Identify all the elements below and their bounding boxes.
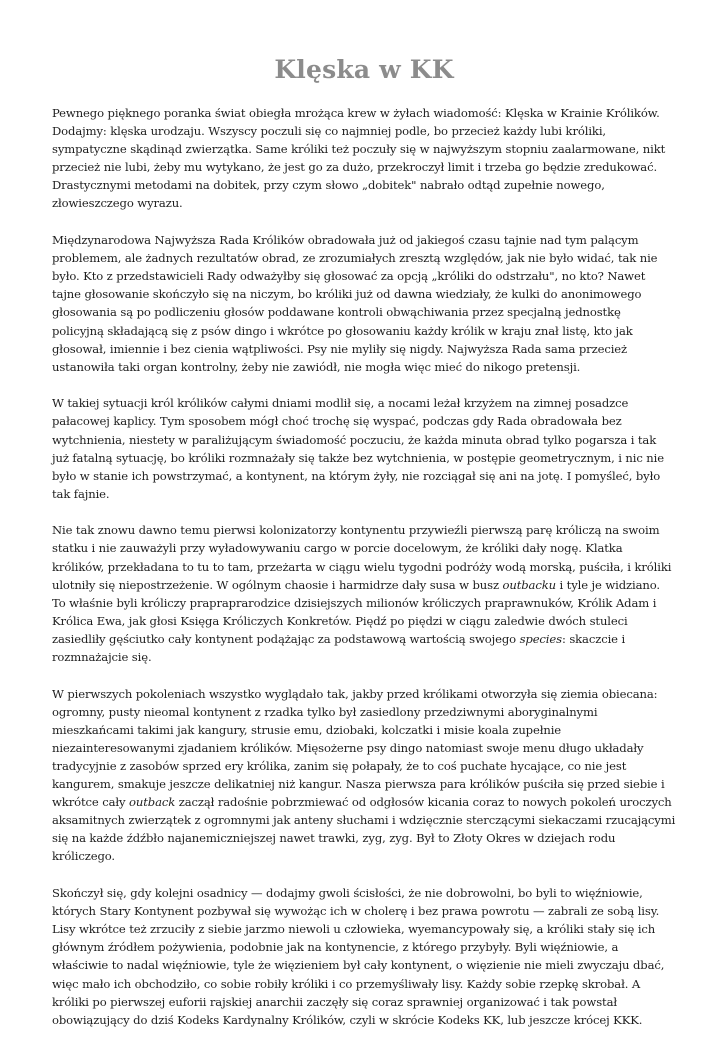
- paragraph-text: zaczął radośnie pobrzmiewać od odgłosów kicania coraz to nowych pokoleń uroczych aksamitnych zwierzątek z ogromnymi jak anteny słuchami i wdzięcznie sterczącymi siekaczami rzucającymi się na każde źdźbło najanemiczniejszej nawet trawki, zyg, zyg. Był to Złoty Okres w dziejach rodu króliczego.: [52, 795, 676, 864]
- italic-text: outback: [129, 795, 176, 810]
- paragraph-text: Nie tak znowu dawno temu pierwsi kolonizatorzy kontynentu przywieźli pierwszą parę króliczą na swoim statku i nie zauważyli przy wyładowywaniu cargo w porcie docelowym, że króliki dały nogę. Klatka królików, przekładana to tu to tam, przeżarta w ciągu wielu tygodni podróży wodą morską, puściła, i króliki ulotniły się niepostrzeżenie. W ogólnym chaosie i harmidrze dały susa w busz: [52, 523, 672, 592]
- paragraph: [52, 104, 676, 213]
- document-body: [52, 104, 676, 1029]
- paragraph: [52, 884, 676, 1029]
- italic-text: outbacku: [502, 577, 556, 592]
- italic-text: species: [519, 631, 562, 646]
- paragraph: [52, 521, 676, 666]
- paragraph-text: Pewnego pięknego poranka świat obiegła mrożąca krew w żyłach wiadomość: Klęska w Krainie Królików. Dodajmy: klęska urodzaju. Wszyscy poczuli się co najmniej podle, bo przecież każdy lubi króliki, sympatyczne skądinąd zwierzątka. Same króliki też poczuły się w najwyższym stopniu zaalarmowane, nikt przecież nie lubi, żeby mu wytykano, że jest go za dużo, przekroczył limit i trzeba go będzie zredukować. Drastycznymi metodami na dobitek, przy czym słowo „dobitek" nabrało odtąd zupełnie nowego, złowieszczego wyrazu.: [52, 106, 666, 211]
- document-page: [52, 54, 676, 1047]
- paragraph-text: W takiej sytuacji król królików całymi dniami modlił się, a nocami leżał krzyżem na zimnej posadzce pałacowej kaplicy. Tym sposobem mógł choć trochę się wyspać, podczas gdy Rada obradowała bez wytchnienia, niestety w paraliżującym świadomość poczuciu, że każda minuta obrad tylko pogarsza i tak już fatalną sytuację, bo króliki rozmnażały się także bez wytchnienia, w postępie geometrycznym, i nic nie było w stanie ich powstrzymać, a kontynent, na którym żyły, nie rozciągał się ani na jotę. I pomyśleć, było tak fajnie.: [52, 396, 664, 501]
- paragraph: [52, 231, 676, 376]
- paragraph-text: Skończył się, gdy kolejni osadnicy — dodajmy gwoli ścisłości, że nie dobrowolni, bo byli to więźniowie, których Stary Kontynent pozbywał się wywożąc ich w cholerę i bez prawa powrotu — zabrali ze sobą lisy. Lisy wkrótce też zrzuciły z siebie jarzmo niewoli u człowieka, wyemancypowały się, a króliki stały się ich głównym źródłem pożywienia, podobnie jak na kontynencie, z którego przybyły. Byli więźniowie, a właściwie to nadal więźniowie, tyle że więzieniem był cały kontynent, o więzienie nie mieli zwyczaju dbać, więc mało ich obchodziło, co sobie robiły króliki i co przemyśliwały lisy. Każdy sobie rzepkę skrobał. A króliki po pierwszej euforii rajskiej anarchii zaczęły się coraz sprawniej organizować i tak powstał obowiązujący do dziś Kodeks Kardynalny Królików, czyli w skrócie Kodeks KK, lub jeszcze krócej KKK.: [52, 886, 665, 1027]
- paragraph-text: W pierwszych pokoleniach wszystko wyglądało tak, jakby przed królikami otworzyła się ziemia obiecana: ogromny, pusty nieomal kontynent z rzadka tylko był zasiedlony przedziwnymi aboryginalnymi mieszkańcami takimi jak kangury, strusie emu, dziobaki, kolczatki i misie koala zupełnie niezainteresowanymi zjadaniem królików. Mięsożerne psy dingo natomiast swoje menu długo układały tradycyjnie z zasobów sprzed ery królika, zanim się połapały, że to coś puchate hycające, co nie jest kangurem, smakuje jeszcze delikatniej niż kangur. Nasza pierwsza para królików puściła się przed siebie i wkrótce cały: [52, 686, 665, 810]
- document-title: Klęska w KK: [274, 55, 454, 84]
- paragraph: [52, 394, 676, 503]
- paragraph-text: : skaczcie i rozmnażajcie się.: [52, 631, 626, 665]
- paragraph: [52, 685, 676, 866]
- paragraph-text: i tyle je widziano. To właśnie byli króliczy prapraprarodzice dzisiejszych milionów króliczych praprawnuków, Królik Adam i Królica Ewa, jak głosi Księga Króliczych Konkretów. Piędź po piędzi w ciągu zaledwie dwóch stuleci zasiedliły gęściutko cały kontynent podążając za podstawową wartością swojego: [52, 577, 660, 646]
- paragraph-text: Międzynarodowa Najwyższa Rada Królików obradowała już od jakiegoś czasu tajnie nad tym palącym problemem, ale żadnych rezultatów obrad, ze zrozumiałych zresztą względów, jak nie było widać, tak nie było. Kto z przedstawicieli Rady odważyłby się głosować za opcją „króliki do odstrzału", no kto? Nawet tajne głosowanie skończyło się na niczym, bo króliki już od dawna wiedziały, że kulki do anonimowego głosowania są po podliczeniu głosów poddawane kontroli obwąchiwania przez specjalną jednostkę policyjną składającą się z psów dingo i wkrótce po głosowaniu każdy królik w kraju znał listę, kto jak głosował, imiennie i bez cienia wątpliwości. Psy nie myliły się nigdy. Najwyższa Rada sama przecież ustanowiła taki organ kontrolny, żeby nie zawiódł, nie mogła więc mieć do nikogo pretensji.: [52, 233, 658, 374]
